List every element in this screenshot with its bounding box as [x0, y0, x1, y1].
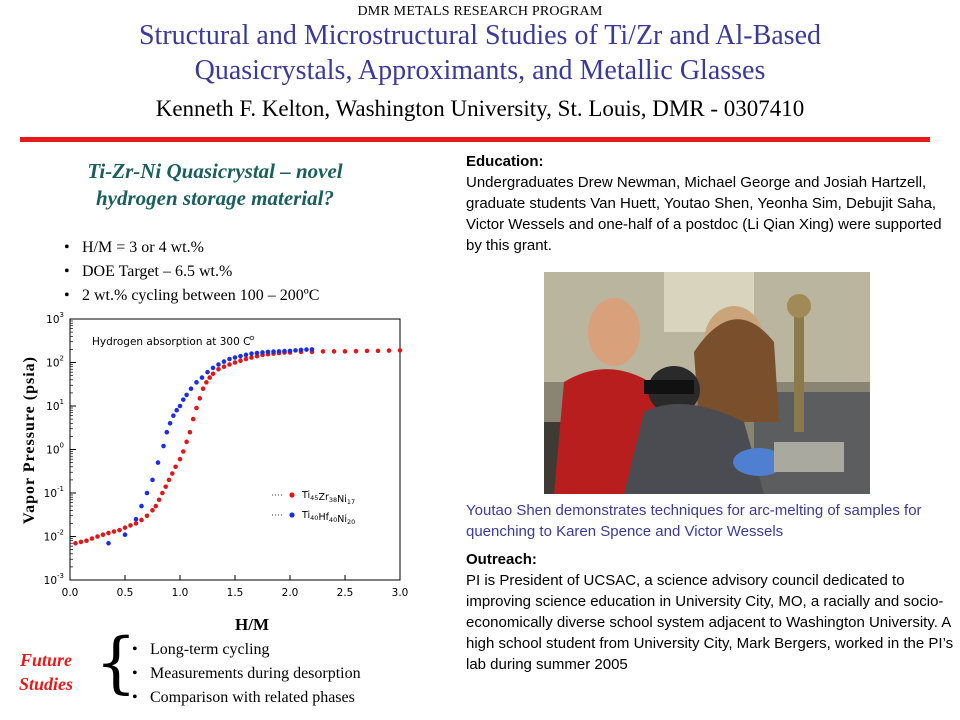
data-point-red	[387, 348, 392, 353]
curly-brace: {	[95, 624, 137, 701]
data-point-blue	[293, 348, 298, 353]
data-point-red	[134, 521, 139, 526]
y-axis-label-group	[21, 356, 38, 524]
data-point-blue	[200, 375, 205, 380]
data-point-red	[365, 349, 370, 354]
data-point-red	[181, 449, 186, 454]
data-point-blue	[249, 351, 254, 356]
outreach-section	[466, 549, 956, 675]
data-point-red	[112, 529, 117, 534]
data-point-red	[233, 360, 238, 365]
data-point-blue	[194, 380, 199, 385]
data-point-red	[207, 375, 212, 380]
title-line-2: Quasicrystals, Approximants, and Metallic Glasses	[194, 55, 766, 86]
data-point-blue	[168, 421, 173, 426]
data-point-red	[191, 417, 196, 422]
quasicrystal-heading-line-2: hydrogen storage material?	[95, 186, 334, 210]
y-tick-label: $10^0$	[46, 441, 64, 457]
outreach-body: PI is President of UCSAC, a science advisory council dedicated to improving science education in University City, MO, a racially and socio-economically diverse school system adjacent to Washington University. A high school student from University City, Mark Bergers, worked in the PI’s lab during summer 2005	[466, 572, 954, 673]
data-point-red	[101, 532, 106, 537]
y-tick-label: $10^{-1}$	[43, 485, 64, 500]
data-point-blue	[227, 357, 232, 362]
data-point-blue	[299, 348, 304, 353]
data-point-red	[79, 540, 84, 545]
data-point-red	[222, 364, 227, 369]
data-point-blue	[282, 349, 287, 354]
data-point-blue	[174, 408, 179, 413]
education-body: Undergraduates Drew Newman, Michael George and Josiah Hartzell, graduate students Van Huett, Youtao Shen, Yeonha Sim, Debujit Saha, Victor Wessels and one-half of a postdoc (Li Qian Xing) were supported by this grant.	[466, 174, 942, 254]
data-point-red	[178, 457, 183, 462]
data-point-blue	[238, 354, 243, 359]
data-point-blue	[288, 349, 293, 354]
data-point-red	[145, 513, 150, 518]
y-tick-label: $10^2$	[46, 354, 64, 370]
data-point-blue	[161, 444, 166, 449]
x-tick-label: 2.5	[336, 587, 354, 599]
x-tick-label: 1.0	[171, 587, 189, 599]
data-point-red	[117, 528, 122, 533]
data-point-red	[170, 471, 175, 476]
bullet-item: • DOE Target – 6.5 wt.%	[62, 260, 319, 284]
data-point-red	[106, 531, 111, 536]
data-point-red	[244, 357, 249, 362]
data-point-red	[173, 465, 178, 470]
legend-label: $Ti_{45}Zr_{38}Ni_{17}$	[302, 490, 356, 506]
quasicrystal-bullets	[62, 236, 319, 308]
data-point-red	[167, 478, 172, 483]
data-point-red	[227, 362, 232, 367]
chart-annotation: Hydrogen absorption at 300 C	[92, 336, 251, 348]
x-axis-label: H/M	[235, 615, 269, 634]
future-studies-list	[130, 638, 361, 710]
data-point-blue	[139, 504, 144, 509]
data-point-blue	[255, 351, 260, 356]
data-point-red	[123, 525, 128, 530]
data-point-red	[150, 508, 155, 513]
future-studies-label	[6, 648, 86, 696]
data-point-red	[238, 358, 243, 363]
future-item: • Measurements during desorption	[130, 662, 361, 686]
x-tick-label: 2.0	[281, 587, 299, 599]
data-point-blue	[277, 349, 282, 354]
future-label-line-2: Studies	[18, 674, 74, 694]
data-point-red	[354, 349, 359, 354]
author-line: Kenneth F. Kelton, Washington University, St. Louis, DMR - 0307410	[155, 96, 805, 121]
divider-rule	[20, 137, 930, 142]
data-point-red	[154, 504, 159, 509]
data-point-blue	[244, 353, 249, 358]
page-title	[20, 18, 940, 88]
education-section	[466, 151, 946, 256]
future-item: • Long-term cycling	[130, 638, 361, 662]
title-line-1: Structural and Microstructural Studies of Ti/Zr and Al-Based	[138, 20, 822, 51]
data-point-blue	[165, 430, 170, 435]
legend-marker	[289, 492, 294, 497]
photo-caption: Youtao Shen demonstrates techniques for arc-melting of samples for quenching to Karen Spence and Victor Wessels	[466, 502, 922, 540]
data-point-blue	[150, 478, 155, 483]
data-point-red	[157, 497, 162, 502]
data-point-red	[188, 430, 193, 435]
data-point-blue	[134, 517, 139, 522]
data-point-red	[201, 386, 206, 391]
data-point-blue	[189, 386, 194, 391]
data-point-blue	[310, 347, 315, 352]
data-point-red	[84, 538, 89, 543]
data-point-red	[73, 541, 78, 546]
quasicrystal-heading	[20, 158, 410, 212]
y-tick-label: $10^1$	[46, 398, 64, 413]
data-point-blue	[222, 359, 227, 364]
bullet-item: • H/M = 3 or 4 wt.%	[62, 236, 319, 260]
x-tick-label: 3.0	[391, 587, 409, 599]
y-tick-label: $10^3$	[46, 311, 64, 326]
legend-label: $Ti_{40}Hf_{40}Ni_{20}$	[302, 510, 356, 526]
quasicrystal-heading-line-1: Ti-Zr-Ni Quasicrystal – novel	[87, 159, 343, 183]
data-point-red	[332, 349, 337, 354]
vapor-pressure-chart	[10, 300, 430, 635]
data-point-red	[198, 396, 203, 401]
y-axis-label: Vapor Pressure (psia)	[21, 356, 38, 524]
x-tick-label: 0.0	[61, 587, 79, 599]
data-point-blue	[271, 349, 276, 354]
data-point-red	[204, 380, 209, 385]
data-point-blue	[178, 404, 183, 409]
data-point-red	[139, 518, 144, 523]
data-point-red	[90, 536, 95, 541]
future-label-line-1: Future	[19, 650, 73, 670]
data-point-blue	[304, 347, 309, 352]
x-tick-label: 1.5	[226, 587, 244, 599]
y-ticks	[44, 311, 76, 587]
data-point-red	[343, 349, 348, 354]
data-point-blue	[145, 491, 150, 496]
data-point-blue	[156, 460, 161, 465]
y-tick-label: $10^{-2}$	[43, 528, 64, 544]
bullet-item: • 2 wt.% cycling between 100 – 200ºC	[62, 284, 319, 308]
data-point-blue	[216, 362, 221, 367]
data-point-red	[398, 348, 403, 353]
data-point-blue	[184, 393, 189, 398]
data-point-blue	[211, 366, 216, 371]
future-item: • Comparison with related phases	[130, 686, 361, 710]
data-point-red	[163, 484, 168, 489]
data-point-blue	[181, 397, 186, 402]
x-ticks	[62, 575, 409, 599]
data-point-red	[249, 355, 254, 360]
data-point-red	[216, 367, 221, 372]
series-points	[73, 347, 402, 545]
data-point-red	[184, 440, 189, 445]
degree-mark	[250, 336, 254, 340]
data-point-blue	[233, 355, 238, 360]
x-tick-label: 0.5	[116, 587, 134, 599]
lab-photo	[544, 272, 870, 494]
data-point-blue	[260, 350, 265, 355]
data-point-blue	[205, 370, 210, 375]
chart-legend	[272, 490, 355, 526]
outreach-heading: Outreach:	[466, 551, 537, 568]
data-point-blue	[266, 350, 271, 355]
data-point-blue	[123, 532, 128, 537]
education-heading: Education:	[466, 153, 544, 170]
data-point-red	[321, 349, 326, 354]
program-label: DMR METALS RESEARCH PROGRAM	[357, 4, 603, 19]
data-point-red	[128, 523, 133, 528]
data-point-blue	[171, 413, 176, 418]
data-point-red	[194, 406, 199, 411]
data-point-blue	[106, 541, 111, 546]
data-point-red	[211, 371, 216, 376]
y-tick-label: $10^{-3}$	[43, 572, 64, 587]
data-point-red	[376, 349, 381, 354]
data-point-red	[160, 491, 165, 496]
data-point-red	[95, 534, 100, 539]
legend-marker	[289, 512, 294, 517]
